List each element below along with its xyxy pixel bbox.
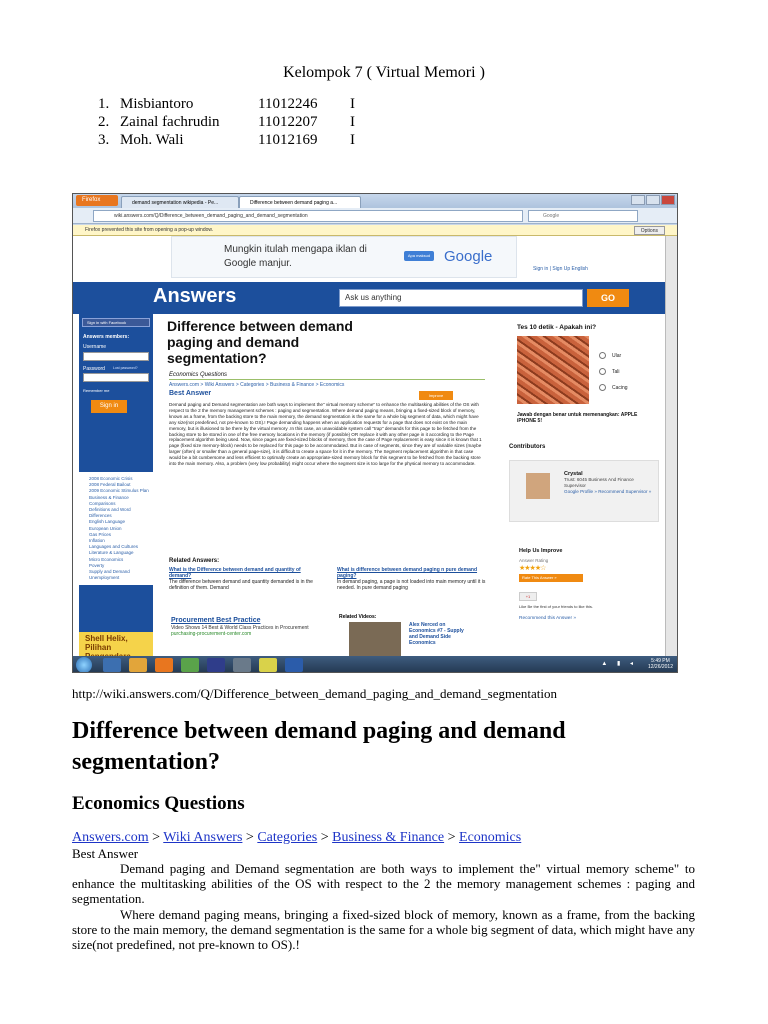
- procurement-ad: [171, 616, 331, 637]
- explorer-icon: [103, 658, 121, 672]
- breadcrumb-business-finance[interactable]: Business & Finance: [332, 830, 445, 845]
- divider: [169, 379, 485, 380]
- go-button: GO: [587, 289, 629, 307]
- question-title: Difference between demand paging and demand segmentation?: [167, 318, 353, 366]
- username-field: [83, 352, 149, 361]
- category-links: [79, 472, 153, 585]
- document-title: Kelompok 7 ( Virtual Memori ): [283, 64, 485, 81]
- folder-icon: [129, 658, 147, 672]
- maximize-icon: [646, 195, 660, 205]
- category-link: Business & Finance: [89, 494, 129, 500]
- firefox-icon: [155, 658, 173, 672]
- google-plus-button: +1: [519, 592, 537, 601]
- member-class: I: [350, 114, 355, 130]
- related-answer-2: [337, 567, 487, 591]
- member-name: Zainal fachrudin: [120, 114, 220, 130]
- related-answer-1: [169, 567, 321, 591]
- category-link: Inflation: [89, 538, 105, 544]
- contributor-info: [564, 471, 656, 495]
- popup-blocker-text: Firefox prevented this site from opening a pop-up window.: [85, 227, 214, 233]
- username-label: Username: [83, 344, 107, 350]
- breadcrumb: [72, 830, 521, 846]
- quiz-title: Tes 10 detik - Apakah ini?: [517, 324, 597, 331]
- tab-wikipedia: demand segmentation wikipedia - Pe...: [121, 196, 239, 208]
- best-answer-label: Best Answer: [169, 390, 212, 397]
- help-heading: Help Us Improve: [519, 548, 563, 554]
- quiz-option: Cacing: [599, 380, 628, 396]
- member-number: 1.: [98, 96, 110, 112]
- shell-ad: Shell Helix, Pilihan: [79, 632, 153, 656]
- member-list: [98, 95, 355, 149]
- facebook-like: Like Be the first of your friends to like this.: [519, 604, 594, 609]
- member-row: [98, 131, 355, 149]
- start-icon: [76, 657, 92, 673]
- members-label: Answers members:: [83, 334, 130, 340]
- procurement-text: Video Shows 14 Best & World Class Practices in Procurement: [171, 625, 309, 631]
- photoshop-icon: [207, 658, 225, 672]
- breadcrumb-separator: >: [148, 830, 164, 845]
- member-name: Misbiantoro: [120, 96, 194, 112]
- answers-header: [73, 282, 667, 314]
- popup-blocker-bar: [73, 225, 677, 236]
- member-nim: 11012246: [258, 96, 318, 112]
- improve-button: Improve: [419, 391, 453, 400]
- category-label: Economics Questions: [169, 372, 228, 378]
- word-icon: [285, 658, 303, 672]
- contributor-links: Google Profile » Recommend Supervisor »: [564, 489, 652, 494]
- rate-button: Rate This Answer »: [519, 574, 583, 582]
- category-link: European Union: [89, 525, 122, 531]
- answer-body: Demand paging and Demand segmentation are both ways to implement the" virtual memory scheme" to enhance the multitasking abilities of the OS with respect to the 2 the memory management schemes : paging and segmentation. Where demand paging means, bringing a fixed-sized block of memory, known as a frame, from the backing store to the main memory, the demand segmentation is the same for a whole big segment of data, which might have any size(not predefined, not pre-known to OS).! Page demanding happens when an application requests for a page that does not exist on the main memory, but is illusioned to be there by the virtual memory .In this case, an unavoidable system call "trap" demands for this page to be fetched from the backing store to be stored in one of the free memory locations in the memory (if possible) OR replace it with any other page in it according to the Page replacement algorithm being used. Now, since pages are fixed-sized blocks of memory, then the case of Page replacement is easy since it is known that 1 page (fixed size memory-block) needs to be replaced for this page to be accommodated. But in case of segments, since they are of variable sizes (maybe larger (often) or smaller than a general page-size), it is difficult to create a space for it in the memory. The Segment replacement algorithm in that case would be a bit cumbersome and less efficient to optimally create an appropriate-sized memory block for this segment to be fetched from the backing store into the main memory. Also, a problem (very low probability) might occur where the segment size is too large for the physical memory to accommodate.: [169, 402, 482, 467]
- recommend-link: Recommend this Answer »: [519, 616, 577, 621]
- breadcrumb-separator: >: [444, 830, 460, 845]
- video-thumbnail: [349, 622, 401, 656]
- contributor-details: Trust: 6045 Business And Finance Supervisor: [564, 477, 634, 488]
- breadcrumb-economics[interactable]: Economics: [459, 830, 522, 845]
- clock-date: 12/26/2012: [647, 664, 673, 670]
- answer-paragraph: Where demand paging means, bringing a fixed-sized block of memory, known as a frame, from the backing store to the main memory, the demand segmentation is the same for a whole big segment of data, which might have any size(not predefined, not pre-known to OS).!: [72, 906, 695, 953]
- quiz-prompt: Jawab dengan benar untuk memenangkan: APPLE iPHONE 5!: [517, 412, 638, 424]
- quiz-image: [517, 336, 589, 404]
- member-nim: 11012169: [258, 132, 318, 148]
- quiz-options: [599, 348, 628, 396]
- answer-rating-label: Answer Rating: [519, 558, 549, 563]
- google-ad-banner: [171, 236, 517, 278]
- section-heading: Economics Questions: [72, 793, 245, 814]
- clock-time: 5:49 PM: [651, 658, 670, 664]
- member-class: I: [350, 132, 355, 148]
- contributors-heading: Contributors: [509, 444, 546, 450]
- ask-input: Ask us anything: [339, 289, 583, 307]
- member-row: [98, 95, 355, 113]
- category-link: 2008 Economic Crisis: [89, 476, 133, 481]
- windows-taskbar: [73, 656, 677, 673]
- firefox-menu-button: Firefox: [76, 195, 118, 206]
- facebook-signin-button: Sign in with Facebook: [82, 318, 150, 327]
- related-answer-snippet: The difference between demand and quantity demanded is in the definition of them. Demand: [169, 579, 313, 591]
- quiz-option: Ular: [599, 348, 628, 364]
- answers-page: [73, 236, 667, 656]
- popup-options-button: Options: [634, 226, 665, 235]
- system-tray: ▲ ▮ ◂: [601, 661, 637, 667]
- ad-text: Mungkin itulah mengapa iklan di Google manjur.: [224, 244, 367, 269]
- related-answers-heading: Related Answers:: [169, 558, 220, 564]
- chrome-icon: [259, 658, 277, 672]
- answer-text: [72, 861, 695, 952]
- browser-search-box: Google: [528, 210, 638, 222]
- breadcrumb-separator: >: [317, 830, 333, 845]
- related-videos-heading: Related Videos:: [339, 614, 377, 620]
- category-link: 2009 Economic Stimulus Plan: [89, 488, 149, 494]
- best-answer-label: Best Answer: [72, 846, 139, 861]
- breadcrumb-wiki-answers[interactable]: Wiki Answers: [163, 830, 243, 845]
- rating-stars: ★★★★☆: [519, 565, 546, 572]
- tab-answers: Difference between demand paging a...: [239, 196, 361, 208]
- member-row: [98, 113, 355, 131]
- answer-paragraph: Demand paging and Demand segmentation are both ways to implement the" virtual memory scheme" to enhance the multitasking abilities of the OS with respect to the 2 the memory management schemes : paging and segmentation.: [72, 861, 695, 907]
- procurement-title: Procurement Best Practice: [171, 617, 261, 624]
- procurement-url: purchasing-procurement-center.com: [171, 631, 252, 637]
- category-link: Gas Prices: [89, 531, 112, 537]
- close-icon: [661, 195, 675, 205]
- page-title: Difference between demand paging and demand segmentation?: [72, 718, 566, 775]
- related-answer-link: What is the Difference between demand and quantity of demand?: [169, 567, 301, 579]
- window-controls: [631, 195, 675, 205]
- app-icon: [181, 658, 199, 672]
- member-nim: 11012207: [258, 114, 318, 130]
- lost-password-link: Lost password?: [113, 366, 138, 370]
- breadcrumb-categories[interactable]: Categories: [257, 830, 318, 845]
- category-link: 2008 Federal Bailout: [89, 482, 131, 488]
- google-logo: Google: [444, 248, 493, 265]
- taskbar-clock: [648, 658, 673, 670]
- related-answer-link: What is difference between demand paging n pure demand paging?: [337, 567, 478, 579]
- signin-button: Sign in: [91, 400, 127, 413]
- member-name: Moh. Wali: [120, 132, 184, 148]
- answers-logo: Answers: [153, 285, 237, 307]
- password-field: [83, 373, 149, 382]
- minimize-icon: [631, 195, 645, 205]
- category-link: Unemployment: [89, 575, 120, 581]
- scrollbar: [665, 236, 677, 656]
- tab-bar: [73, 194, 677, 208]
- member-number: 3.: [98, 132, 110, 148]
- category-link: Definitions and Word Differences: [89, 507, 131, 519]
- embedded-browser-screenshot: [72, 193, 678, 673]
- member-class: I: [350, 96, 355, 112]
- remember-me: Remember me: [83, 388, 110, 393]
- contributor-card: [509, 460, 659, 522]
- contributor-name: Crystal: [564, 471, 583, 477]
- video-title: Alex Nerced on Economics #7 - Supply and Demand Side Economics: [409, 622, 464, 646]
- category-link: English Language: [89, 519, 126, 525]
- category-link: Micro Economics: [89, 556, 124, 562]
- category-link: Poverty: [89, 562, 105, 568]
- breadcrumb-answers[interactable]: Answers.com: [72, 830, 149, 845]
- breadcrumb-separator: >: [242, 830, 258, 845]
- source-url: http://wiki.answers.com/Q/Difference_between_demand_paging_and_demand_segmentation: [72, 686, 557, 701]
- category-link: Comparisons: [89, 500, 116, 506]
- app-icon: [233, 658, 251, 672]
- address-bar: wiki.answers.com/Q/Difference_between_demand_paging_and_demand_segmentation: [93, 210, 523, 222]
- quiz-option: Tali: [599, 364, 628, 380]
- page-breadcrumb: Answers.com > Wiki Answers > Categories > Business & Finance > Economics: [169, 382, 345, 388]
- category-link: Languages and Cultures: [89, 544, 139, 550]
- category-link: Supply and Demand: [89, 569, 130, 575]
- sign-links: Sign in | Sign Up English: [533, 266, 588, 272]
- ad-button: Apa maksud: [404, 251, 434, 261]
- related-answer-snippet: In demand paging, a page is not loaded into main memory until it is needed. In pure demand paging: [337, 579, 486, 591]
- avatar: [526, 473, 550, 499]
- category-link: Literature & Language: [89, 550, 134, 556]
- password-label: Password: [83, 366, 105, 372]
- member-number: 2.: [98, 114, 110, 130]
- nav-bar: [73, 208, 677, 224]
